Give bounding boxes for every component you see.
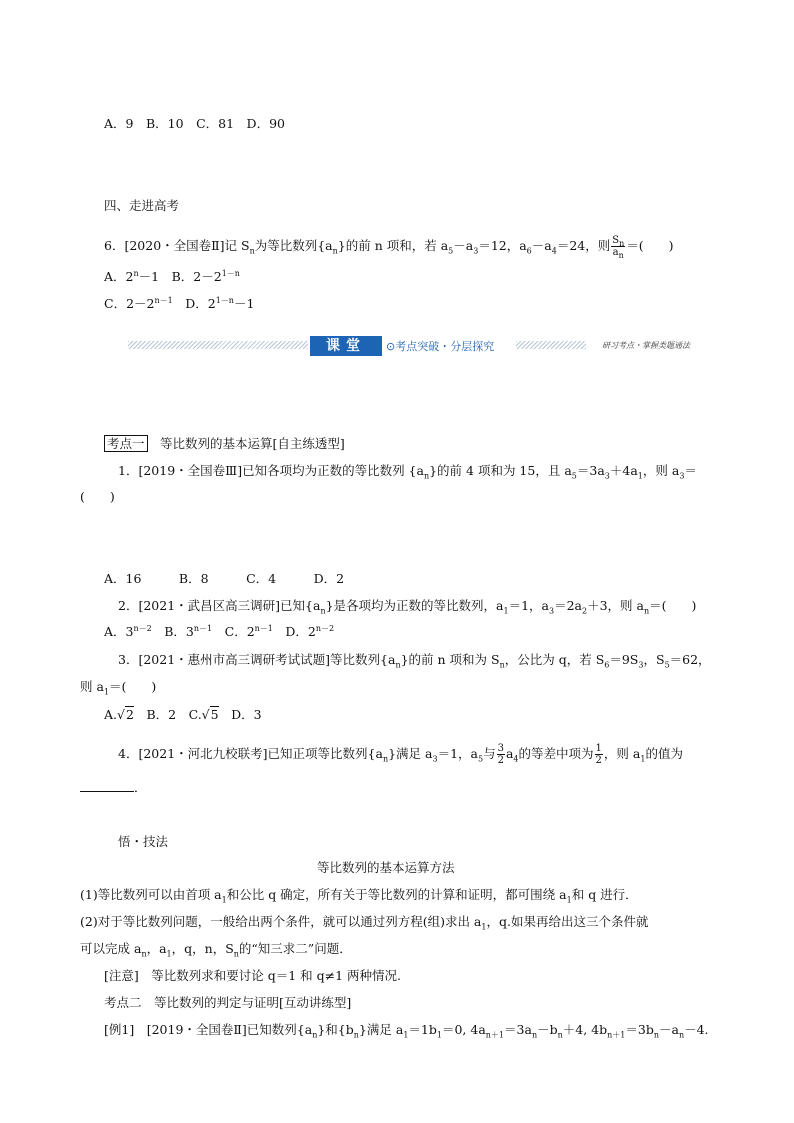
fraction-sn-an: $\frac{S_n}{a_n}$ <box>612 235 625 260</box>
wu-jifa-heading: 悟・技法 <box>118 834 169 849</box>
kaodian-1-label: 考点一 <box>104 435 148 452</box>
question-1-paren: ( ) <box>80 489 115 504</box>
section-title: 四、走进高考 <box>104 198 180 213</box>
question-6-options-line2: C．$2-2^{n-1}$ D．$2^{1-n}-1$ <box>104 295 255 311</box>
q5-options: A．9 B．10 C．81 D．90 <box>104 116 285 131</box>
banner-right-text: 研习考点・掌握类题通法 <box>602 341 690 350</box>
question-6: 6．[2020・全国卷Ⅱ]记 $S_n$为等比数列$\{a_n\}$的前 n 项和，若 $a_5-a_3=12$，$a_6-a_4=24$，则 $\frac{S_n}{a_n}$ ＝( ) <box>104 235 674 260</box>
method-point-2: (2)对于等比数列问题，一般给出两个条件，就可以通过列方程(组)求出 $a_1$，q.如果再给出这三个条件就 <box>80 914 649 932</box>
question-4-answer-blank: ． <box>80 779 147 796</box>
banner-tag: 课堂 <box>310 336 382 356</box>
banner-subtitle: ⊙考点突破・分层探究 <box>386 340 495 353</box>
question-3: 3．[2021・惠州市高三调研考试试题]等比数列$\{a_n\}$的前 n 项和为 $S_n$，公比为 q，若 $S_6=9S_3$，$S_5=62$， <box>118 652 711 670</box>
banner-stripe-left <box>128 341 308 349</box>
question-3-options: A.√2 B．2 C.√5 D．3 <box>104 707 262 722</box>
question-1: 1．[2019・全国卷Ⅲ]已知各项均为正数的等比数列 $\{a_n\}$的前 4 项和为 15，且 $a_5=3a_3+4a_1$，则 $a_3=$ <box>118 463 697 481</box>
question-6-options-line1: A．$2^n-1$ B．$2-2^{1-n}$ <box>104 268 240 284</box>
banner-stripe-right <box>516 341 586 349</box>
question-2-options: A．$3^{n-2}$ B．$3^{n-1}$ C．$2^{n-1}$ D．$2^{n-2}$ <box>104 623 335 639</box>
fraction-three-halves: $\frac{3}{2}$ <box>497 743 504 766</box>
fraction-one-half: $\frac{1}{2}$ <box>595 743 602 766</box>
kaodian-1-heading: 考点一 等比数列的基本运算[自主练透型] <box>104 436 345 452</box>
method-point-2-cont: 可以完成 $a_n$，$a_1$，q，n，$S_n$的“知三求二”问题． <box>80 941 352 959</box>
method-note: [注意] 等比数列求和要讨论 q＝1 和 q≠1 两种情况. <box>104 968 402 983</box>
method-title: 等比数列的基本运算方法 <box>317 860 455 875</box>
answer-blank <box>80 779 134 792</box>
question-1-options: A．16 B．8 C．4 D．2 <box>104 571 345 586</box>
question-3-line2: 则 $a_1=$( ) <box>80 679 157 697</box>
classroom-banner <box>128 336 690 356</box>
method-point-1: (1)等比数列可以由首项 $a_1$和公比 q 确定，所有关于等比数列的计算和证明，都可围绕 $a_1$和 q 进行． <box>80 887 638 905</box>
question-2: 2．[2021・武昌区高三调研]已知$\{a_n\}$是各项均为正数的等比数列，$a_1=1$，$a_3=2a_2+3$，则 $a_n=$( ) <box>118 598 697 616</box>
kaodian-2-heading: 考点二 等比数列的判定与证明[互动讲练型] <box>104 995 352 1010</box>
question-4: 4．[2021・河北九校联考]已知正项等比数列$\{a_n\}$满足 $a_3=1$，$a_5$与 $\frac{3}{2}$ $a_4$的等差中项为 $\frac{1}{2}$ ，则 $a_1$的值为 <box>118 743 683 766</box>
example-1: [例1] [2019・全国卷Ⅱ]已知数列$\{a_n\}$和$\{b_n\}$满足 $a_1=1b_1=0$, $4a_{n+1}=3a_n-b_n+4$, $4b_{n+1}=3b_n-a_n-4$. <box>104 1022 709 1040</box>
